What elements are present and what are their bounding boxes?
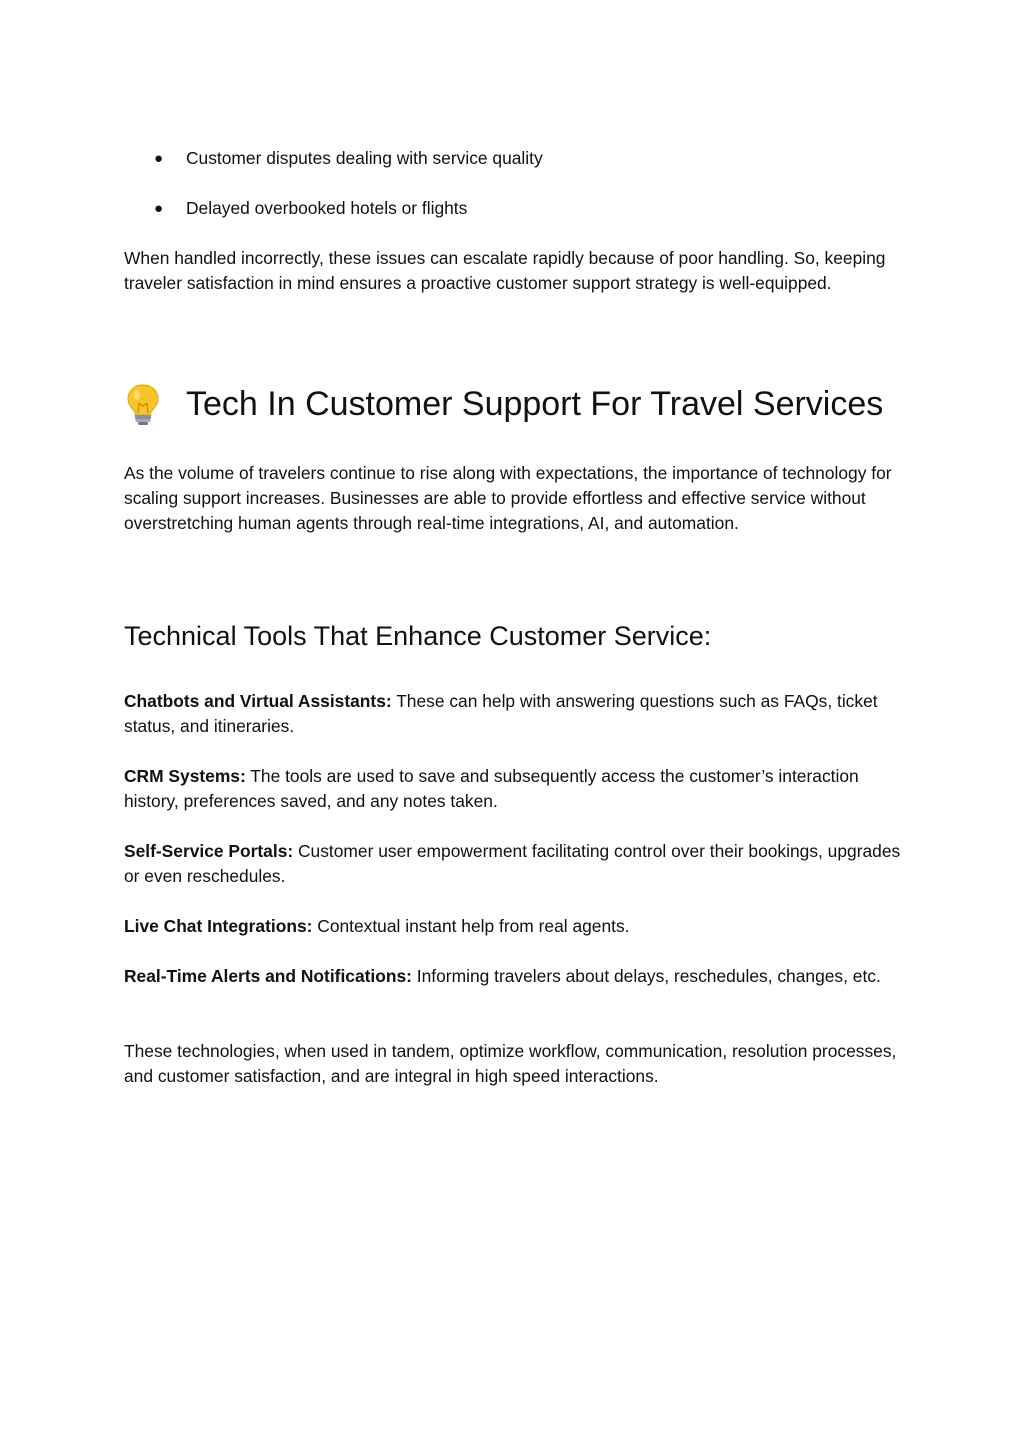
section-heading bbox=[124, 380, 914, 428]
tool-item-chatbots bbox=[124, 689, 904, 739]
tool-item-alerts bbox=[124, 964, 904, 989]
lightbulb-icon bbox=[124, 382, 162, 426]
subheading: Technical Tools That Enhance Customer Service: bbox=[124, 621, 712, 651]
bullet-text: Customer disputes dealing with service quality bbox=[186, 148, 543, 168]
tool-description: Customer user empowerment facilitating control over their bookings, upgrades or even reschedules. bbox=[124, 841, 901, 886]
closing-paragraph: These technologies, when used in tandem, optimize workflow, communication, resolution processes, and customer satisfaction, and are integral in high speed interactions. bbox=[124, 1041, 897, 1086]
tool-label: Self-Service Portals: bbox=[124, 841, 294, 861]
tool-label: Live Chat Integrations: bbox=[124, 916, 313, 936]
section-paragraph: As the volume of travelers continue to rise along with expectations, the importance of technology for scaling support increases. Businesses are able to provide effortless and effective service without overstretching human agents through real-time integrations, AI, and automation. bbox=[124, 463, 892, 533]
tool-description: Informing travelers about delays, reschedules, changes, etc. bbox=[411, 966, 881, 986]
tool-description: These can help with answering questions such as FAQs, ticket status, and itineraries. bbox=[124, 691, 878, 736]
tool-description: Contextual instant help from real agents. bbox=[312, 916, 630, 936]
bullet-marker: ● bbox=[154, 150, 164, 167]
tool-label: Chatbots and Virtual Assistants: bbox=[124, 691, 392, 711]
tool-item-crm bbox=[124, 764, 904, 814]
bullet-item bbox=[124, 146, 894, 171]
bullet-text: Delayed overbooked hotels or flights bbox=[186, 198, 468, 218]
issue-bullet-list bbox=[124, 146, 894, 246]
intro-paragraph: When handled incorrectly, these issues can escalate rapidly because of poor handling. So, keeping traveler satisfaction in mind ensures a proactive customer support strategy is well-equipped. bbox=[124, 248, 886, 293]
tool-label: CRM Systems: bbox=[124, 766, 246, 786]
section-heading-text: Tech In Customer Support For Travel Services bbox=[186, 385, 884, 423]
tool-description: The tools are used to save and subsequently access the customer’s interaction history, preferences saved, and any notes taken. bbox=[124, 766, 859, 811]
bullet-marker: ● bbox=[154, 200, 164, 217]
tool-label: Real-Time Alerts and Notifications: bbox=[124, 966, 412, 986]
bullet-item bbox=[124, 196, 894, 221]
tool-item-live-chat bbox=[124, 914, 904, 939]
tool-item-self-service bbox=[124, 839, 904, 889]
